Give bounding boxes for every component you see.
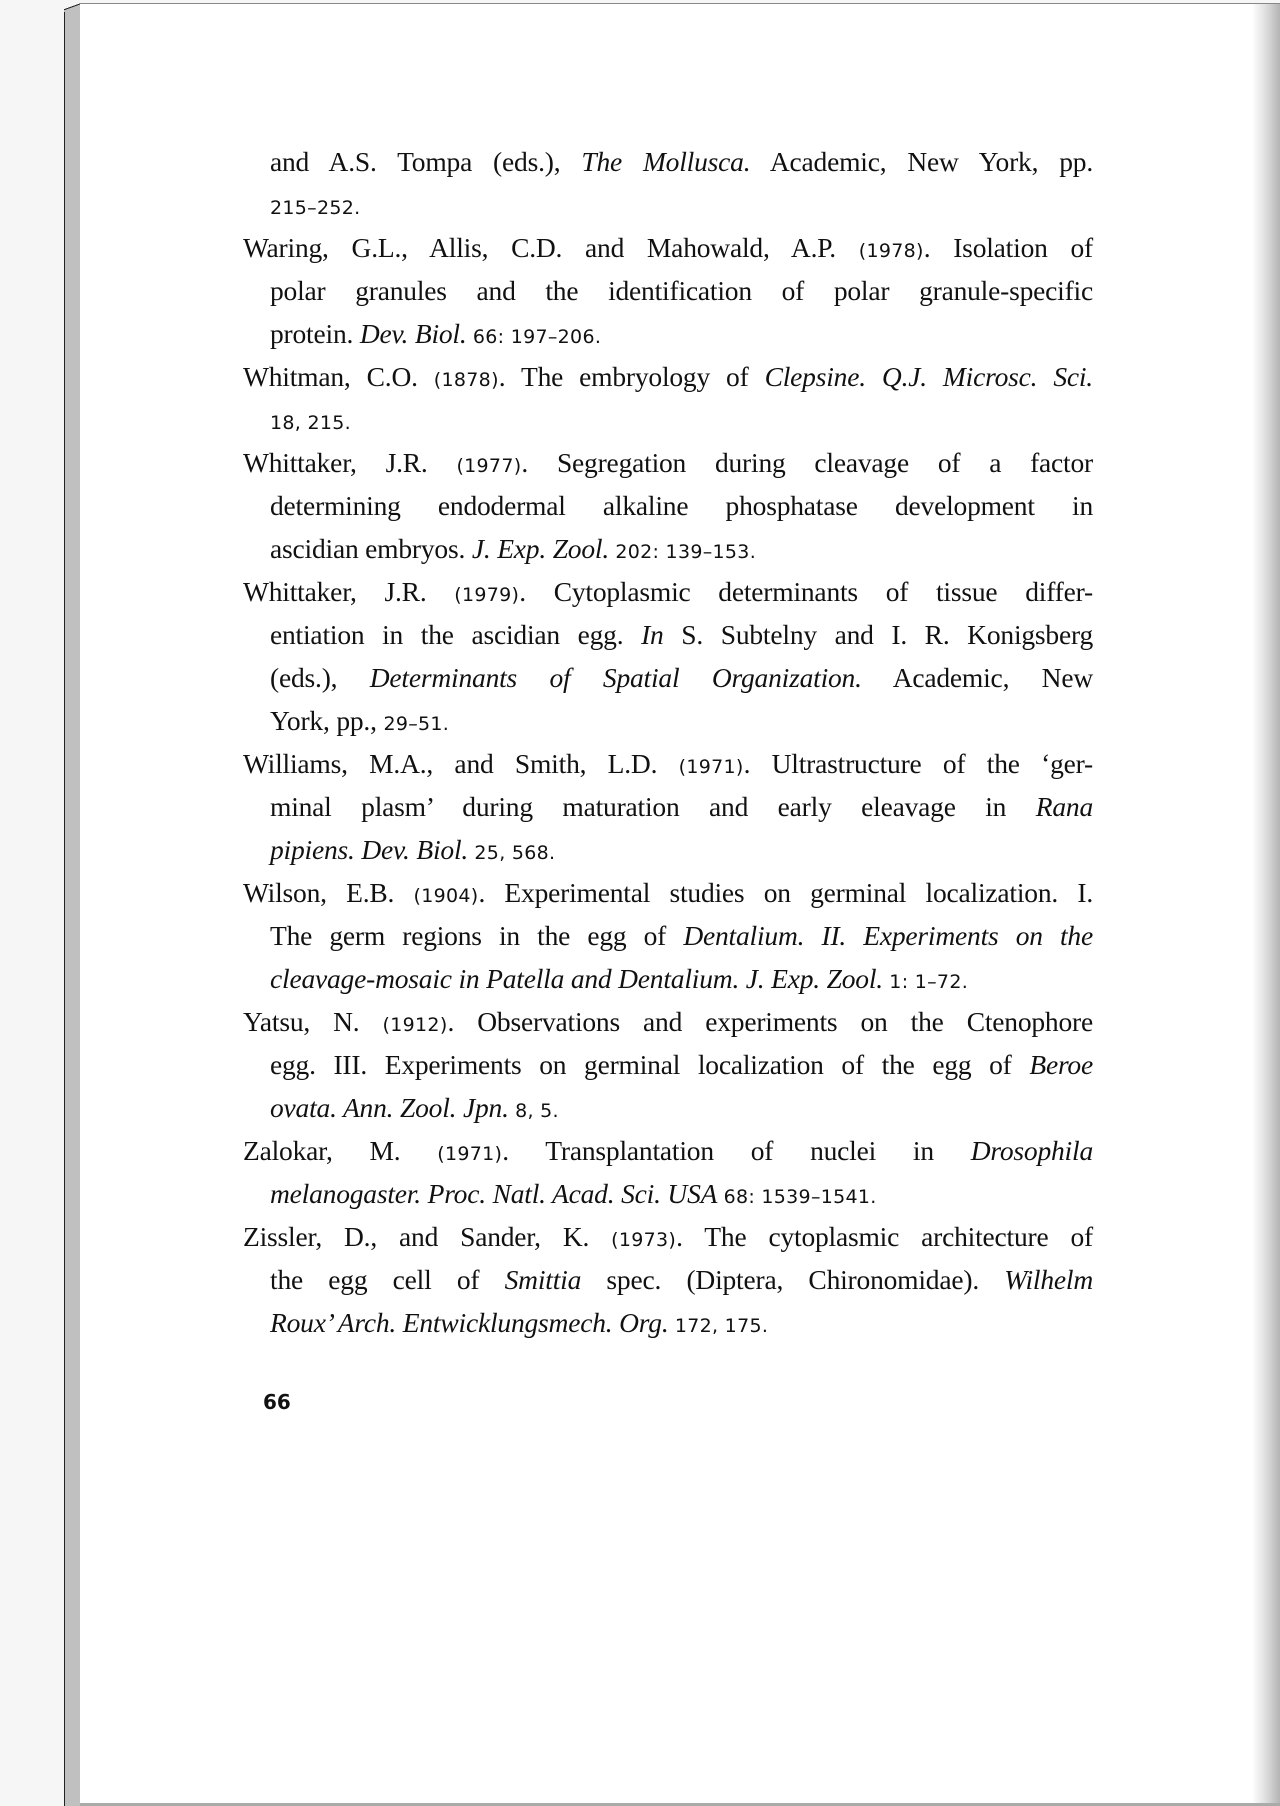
reference-text: York, pp.,: [270, 705, 384, 736]
reference-text: . Transplantation of nuclei in: [502, 1135, 971, 1166]
reference-text: and A.S. Tompa (eds.),: [270, 146, 582, 177]
reference-line: [270, 656, 1093, 699]
numeric-text: (1971): [678, 756, 744, 778]
reference-entry: [243, 742, 1093, 871]
italic-text: Roux’ Arch. Entwicklungsmech. Org.: [270, 1307, 669, 1338]
reference-entry: [243, 1215, 1093, 1344]
numeric-text: (1971): [437, 1143, 503, 1165]
reference-line: [270, 613, 1093, 656]
numeric-text: (1878): [433, 369, 499, 391]
reference-text: S. Subtelny and I. R. Konigsberg: [663, 619, 1094, 650]
italic-text: cleavage-mosaic in Patella and Dentalium. J. Exp. Zool.: [270, 963, 883, 994]
reference-text: egg. III. Experiments on germinal localization of the egg of: [270, 1049, 1030, 1080]
numeric-text: (1977): [456, 455, 522, 477]
reference-entry: [243, 441, 1093, 570]
reference-text: determining endodermal alkaline phosphatase development in: [270, 490, 1093, 521]
reference-line: [270, 957, 1093, 1000]
reference-entry: [243, 140, 1093, 226]
reference-line: [270, 269, 1093, 312]
numeric-text: 1: 1–72.: [882, 971, 969, 993]
reference-entry: [243, 570, 1093, 742]
italic-text: Drosophila: [970, 1135, 1093, 1166]
reference-entry: [243, 226, 1093, 355]
reference-text: . Observations and experiments on the Ctenophore: [447, 1006, 1093, 1037]
numeric-text: 25, 568.: [468, 842, 556, 864]
reference-text: the egg cell of: [270, 1264, 505, 1295]
reference-text: . The embryology of: [498, 361, 765, 392]
reference-text: Waring, G.L., Allis, C.D. and Mahowald, A.P.: [243, 232, 859, 263]
reference-text: . Cytoplasmic determinants of tissue differ-: [519, 576, 1093, 607]
reference-line: [243, 871, 1093, 914]
reference-line: [243, 742, 1093, 785]
italic-text: Smittia: [504, 1264, 582, 1295]
numeric-text: (1973): [611, 1229, 677, 1251]
italic-text: melanogaster. Proc. Natl. Acad. Sci. USA: [270, 1178, 718, 1209]
numeric-text: (1979): [454, 584, 520, 606]
reference-line: [270, 1086, 1093, 1129]
numeric-text: 29–51.: [383, 713, 450, 735]
italic-text: Clepsine. Q.J. Microsc. Sci.: [764, 361, 1093, 392]
reference-line: [243, 1000, 1093, 1043]
italic-text: Rana: [1035, 791, 1093, 822]
reference-text: (eds.),: [270, 662, 370, 693]
reference-text: Whittaker, J.R.: [243, 447, 457, 478]
reference-line: [270, 398, 1093, 441]
reference-list: [243, 140, 1093, 1344]
italic-text: Beroe: [1029, 1049, 1093, 1080]
reference-line: [243, 570, 1093, 613]
reference-line: [243, 441, 1093, 484]
reference-text: Academic, New: [861, 662, 1093, 693]
italic-text: Dentalium. II. Experiments on the: [683, 920, 1093, 951]
reference-line: [270, 785, 1093, 828]
reference-line: [270, 183, 1093, 226]
reference-text: minal plasm’ during maturation and early eleavage in: [270, 791, 1036, 822]
italic-text: Wilhelm: [1004, 1264, 1094, 1295]
reference-text: The germ regions in the egg of: [270, 920, 684, 951]
reference-text: Whitman, C.O.: [243, 361, 434, 392]
reference-line: [270, 1301, 1093, 1344]
reference-line: [270, 484, 1093, 527]
reference-line: [270, 140, 1093, 183]
reference-text: . Isolation of: [923, 232, 1093, 263]
reference-entry: [243, 1129, 1093, 1215]
italic-text: The Mollusca.: [581, 146, 751, 177]
italic-text: J. Exp. Zool.: [471, 533, 610, 564]
reference-text: ascidian embryos.: [270, 533, 472, 564]
reference-line: [270, 1172, 1093, 1215]
reference-text: Yatsu, N.: [243, 1006, 383, 1037]
numeric-text: 18, 215.: [270, 412, 351, 434]
book-spine-corner: [64, 2, 80, 12]
numeric-text: 202: 139–153.: [609, 541, 757, 563]
reference-entry: [243, 871, 1093, 1000]
italic-text: Determinants of Spatial Organization.: [369, 662, 862, 693]
reference-text: . Segregation during cleavage of a factor: [521, 447, 1093, 478]
italic-text: ovata. Ann. Zool. Jpn.: [270, 1092, 509, 1123]
reference-line: [270, 312, 1093, 355]
numeric-text: (1904): [413, 885, 479, 907]
italic-text: pipiens. Dev. Biol.: [270, 834, 469, 865]
reference-line: [243, 1129, 1093, 1172]
reference-text: . The cytoplasmic architecture of: [676, 1221, 1093, 1252]
numeric-text: 8, 5.: [508, 1100, 559, 1122]
reference-line: [270, 699, 1093, 742]
reference-line: [270, 1043, 1093, 1086]
page-number: 66: [263, 1390, 291, 1414]
reference-line: [270, 828, 1093, 871]
reference-entry: [243, 355, 1093, 441]
numeric-text: 172, 175.: [668, 1315, 769, 1337]
reference-text: Wilson, E.B.: [243, 877, 414, 908]
italic-text: In: [641, 619, 664, 650]
reference-entry: [243, 1000, 1093, 1129]
reference-line: [270, 527, 1093, 570]
reference-line: [270, 1258, 1093, 1301]
reference-text: . Ultrastructure of the ‘ger-: [743, 748, 1093, 779]
reference-text: polar granules and the identification of polar granule-specific: [270, 275, 1093, 306]
italic-text: Dev. Biol.: [359, 318, 467, 349]
reference-text: Zissler, D., and Sander, K.: [243, 1221, 612, 1252]
numeric-text: (1912): [382, 1014, 448, 1036]
reference-text: Academic, New York, pp.: [750, 146, 1093, 177]
numeric-text: (1978): [858, 240, 924, 262]
numeric-text: 68: 1539–1541.: [717, 1186, 877, 1208]
reference-text: protein.: [270, 318, 360, 349]
reference-text: spec. (Diptera, Chironomidae).: [581, 1264, 1005, 1295]
reference-text: Zalokar, M.: [243, 1135, 438, 1166]
reference-text: entiation in the ascidian egg.: [270, 619, 642, 650]
reference-text: Whittaker, J.R.: [243, 576, 455, 607]
reference-line: [243, 1215, 1093, 1258]
reference-line: [243, 355, 1093, 398]
reference-line: [270, 914, 1093, 957]
reference-text: . Experimental studies on germinal localization. I.: [478, 877, 1093, 908]
reference-text: Williams, M.A., and Smith, L.D.: [243, 748, 679, 779]
book-spine: [64, 10, 81, 1806]
numeric-text: 66: 197–206.: [466, 326, 602, 348]
numeric-text: 215–252.: [270, 197, 361, 219]
reference-line: [243, 226, 1093, 269]
